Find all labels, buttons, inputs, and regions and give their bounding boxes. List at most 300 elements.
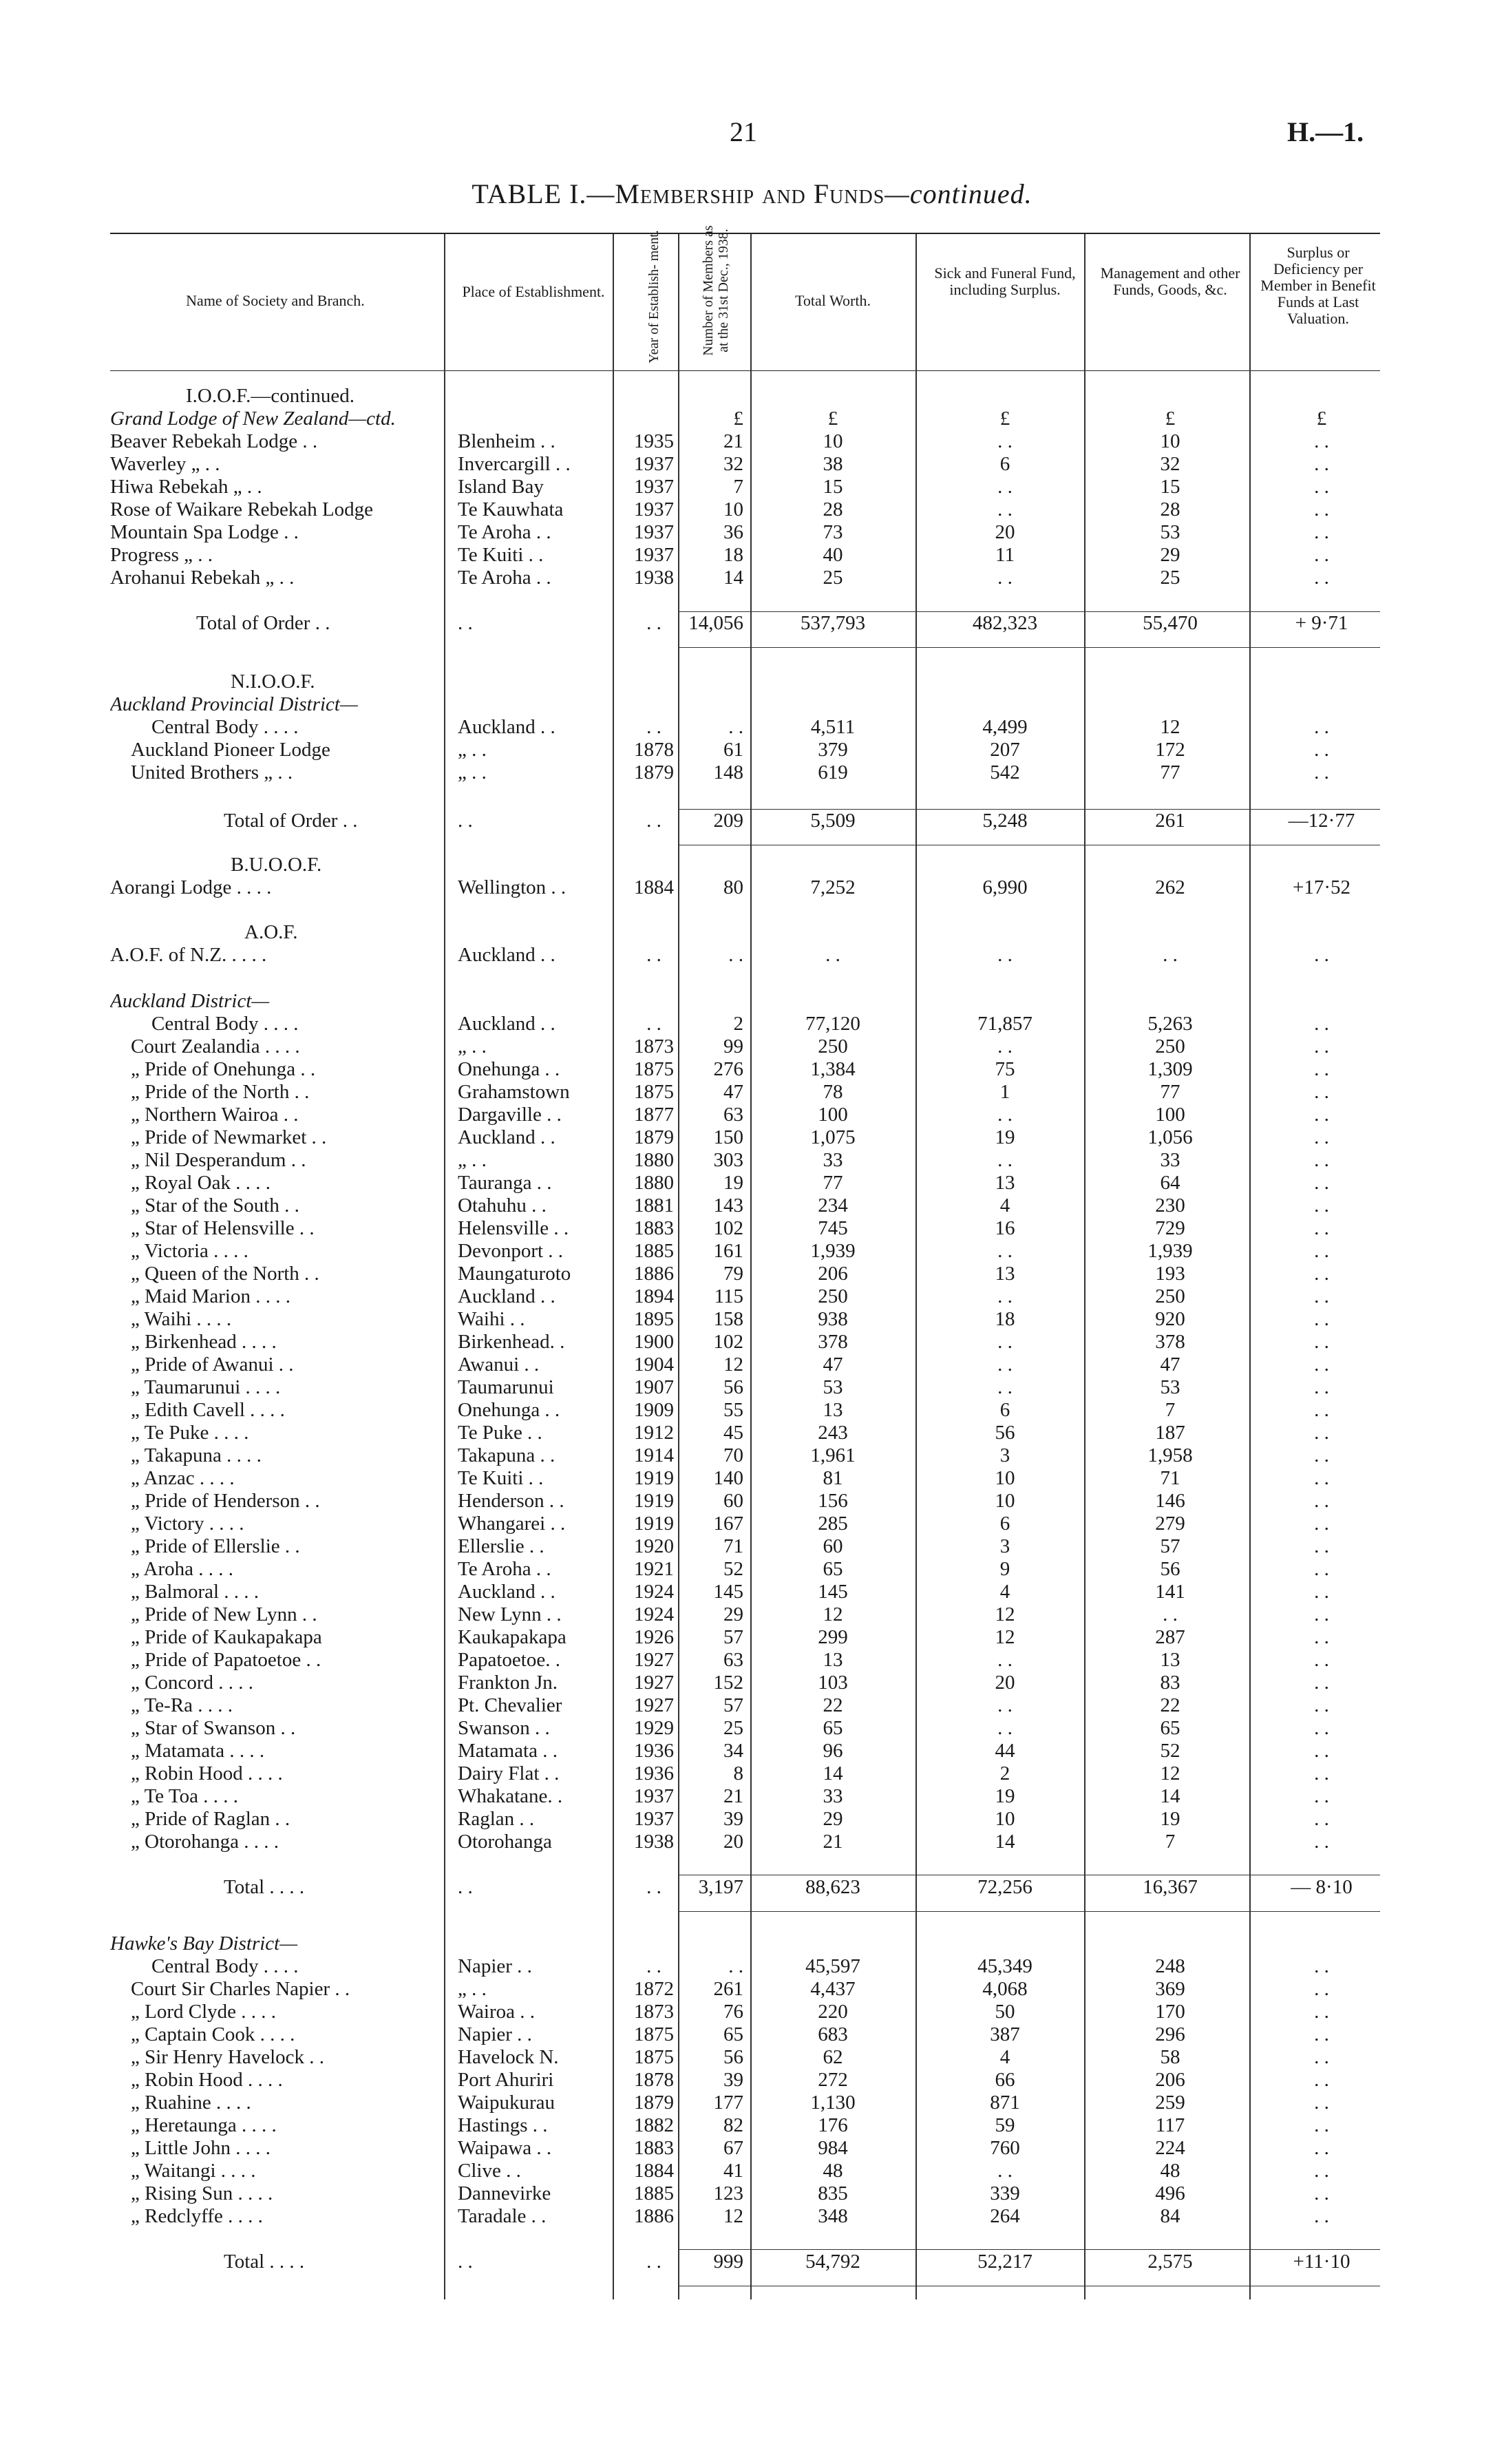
table-row bbox=[0, 921, 1504, 944]
sick-fund-cell: 482,323 bbox=[972, 612, 1038, 634]
total-worth-cell: 145 bbox=[818, 1581, 848, 1603]
place-cell: Auckland . . bbox=[458, 944, 555, 966]
table-row bbox=[0, 1172, 1504, 1194]
total-worth-cell: 745 bbox=[818, 1217, 848, 1239]
management-cell: 53 bbox=[1160, 1376, 1180, 1398]
total-worth-cell: 1,961 bbox=[810, 1444, 856, 1466]
sick-fund-cell: 75 bbox=[995, 1058, 1015, 1080]
surplus-cell: . . bbox=[1314, 2001, 1329, 2023]
year-cell: 1882 bbox=[634, 2114, 674, 2136]
sick-fund-cell: 44 bbox=[995, 1740, 1015, 1762]
total-worth-cell: 835 bbox=[818, 2182, 848, 2204]
management-cell: 1,056 bbox=[1147, 1126, 1193, 1148]
management-cell: 279 bbox=[1155, 1513, 1185, 1535]
surplus-cell: . . bbox=[1314, 1581, 1329, 1603]
branch-name: „ Te Toa . . . . bbox=[131, 1785, 238, 1807]
surplus-cell: . . bbox=[1314, 498, 1329, 520]
sick-fund-cell: 16 bbox=[995, 1217, 1015, 1239]
sick-fund-cell: 387 bbox=[990, 2023, 1020, 2045]
branch-name: Beaver Rebekah Lodge . . bbox=[110, 430, 318, 452]
surplus-cell: . . bbox=[1314, 1467, 1329, 1489]
management-cell: 28 bbox=[1160, 498, 1180, 520]
branch-name: Total . . . . bbox=[224, 1876, 305, 1898]
surplus-cell: . . bbox=[1314, 1376, 1329, 1398]
table-row bbox=[0, 1672, 1504, 1694]
sick-fund-cell: 52,217 bbox=[977, 2251, 1032, 2273]
members-cell: 65 bbox=[723, 2023, 743, 2045]
branch-name: Hiwa Rebekah „ . . bbox=[110, 476, 262, 498]
surplus-cell: . . bbox=[1314, 430, 1329, 452]
header-year: Year of Establish- ment. bbox=[646, 230, 661, 364]
branch-name: „ Star of the South . . bbox=[131, 1194, 299, 1217]
branch-name: „ Pride of Kaukapakapa bbox=[131, 1626, 322, 1648]
table-row bbox=[0, 2160, 1504, 2182]
members-cell: 8 bbox=[733, 1762, 743, 1784]
management-cell: 250 bbox=[1155, 1035, 1185, 1057]
total-worth-cell: £ bbox=[827, 408, 838, 430]
table-row bbox=[0, 1104, 1504, 1126]
year-cell: 1885 bbox=[634, 1240, 674, 1262]
management-cell: 52 bbox=[1160, 1740, 1180, 1762]
management-cell: 14 bbox=[1160, 1785, 1180, 1807]
surplus-cell: . . bbox=[1314, 453, 1329, 475]
branch-name: Auckland Provincial District— bbox=[110, 693, 358, 715]
year-cell: . . bbox=[646, 944, 661, 966]
header-management: Management and other Funds, Goods, &c. bbox=[1100, 264, 1240, 298]
branch-name: „ Waitangi . . . . bbox=[131, 2160, 256, 2182]
total-worth-cell: 250 bbox=[818, 1285, 848, 1307]
total-worth-cell: 103 bbox=[818, 1672, 848, 1694]
branch-name: Court Sir Charles Napier . . bbox=[131, 1978, 350, 2000]
management-cell: 250 bbox=[1155, 1285, 1185, 1307]
surplus-cell: . . bbox=[1314, 1104, 1329, 1126]
surplus-cell: . . bbox=[1314, 1058, 1329, 1080]
management-cell: . . bbox=[1163, 944, 1178, 966]
members-cell: 177 bbox=[713, 2092, 743, 2114]
table-row bbox=[0, 1035, 1504, 1058]
members-cell: 19 bbox=[723, 1172, 743, 1194]
table-row bbox=[0, 2205, 1504, 2228]
year-cell: 1919 bbox=[634, 1467, 674, 1489]
surplus-cell: . . bbox=[1314, 1558, 1329, 1580]
year-cell: 1937 bbox=[634, 453, 674, 475]
management-cell: 64 bbox=[1160, 1172, 1180, 1194]
place-cell: Takapuna . . bbox=[458, 1444, 555, 1466]
management-cell: 287 bbox=[1155, 1626, 1185, 1648]
place-cell: Auckland . . bbox=[458, 1285, 555, 1307]
members-cell: 67 bbox=[723, 2137, 743, 2159]
branch-name: Aorangi Lodge . . . . bbox=[110, 876, 272, 898]
sick-fund-cell: 18 bbox=[995, 1308, 1015, 1330]
table-row bbox=[0, 1422, 1504, 1444]
management-cell: 172 bbox=[1155, 739, 1185, 761]
year-cell: 1872 bbox=[634, 1978, 674, 2000]
year-cell: 1879 bbox=[634, 761, 674, 783]
table-row bbox=[0, 2069, 1504, 2092]
members-cell: 79 bbox=[723, 1263, 743, 1285]
total-worth-cell: 25 bbox=[823, 567, 843, 589]
header-surplus: Surplus or Deficiency per Member in Benefit Funds at Last Valuation. bbox=[1260, 244, 1376, 327]
year-cell: 1880 bbox=[634, 1172, 674, 1194]
place-cell: Waipawa . . bbox=[458, 2137, 552, 2159]
surplus-cell: . . bbox=[1314, 1422, 1329, 1444]
branch-name: I.O.O.F.—continued. bbox=[186, 385, 354, 407]
branch-name: Central Body . . . . bbox=[151, 1955, 299, 1977]
total-worth-cell: 250 bbox=[818, 1035, 848, 1057]
table-row bbox=[0, 739, 1504, 761]
table-row bbox=[0, 1376, 1504, 1399]
table-row bbox=[0, 2114, 1504, 2137]
branch-name: Arohanui Rebekah „ . . bbox=[110, 567, 295, 589]
branch-name: United Brothers „ . . bbox=[131, 761, 293, 783]
place-cell: Wairoa . . bbox=[458, 2001, 536, 2023]
table-row bbox=[0, 1717, 1504, 1740]
surplus-cell: . . bbox=[1314, 1081, 1329, 1103]
management-cell: 146 bbox=[1155, 1490, 1185, 1512]
year-cell: 1937 bbox=[634, 521, 674, 543]
branch-name: „ Robin Hood . . . . bbox=[131, 1762, 283, 1784]
members-cell: 7 bbox=[733, 476, 743, 498]
table-row bbox=[0, 498, 1504, 521]
sick-fund-cell: 6 bbox=[999, 1513, 1010, 1535]
place-cell: Birkenhead. . bbox=[458, 1331, 565, 1353]
surplus-cell: . . bbox=[1314, 567, 1329, 589]
management-cell: 193 bbox=[1155, 1263, 1185, 1285]
surplus-cell: . . bbox=[1314, 521, 1329, 543]
members-cell: 32 bbox=[723, 453, 743, 475]
branch-name: „ Pride of New Lynn . . bbox=[131, 1603, 317, 1625]
year-cell: . . bbox=[646, 716, 661, 738]
surplus-cell: . . bbox=[1314, 2046, 1329, 2068]
surplus-cell: . . bbox=[1314, 1649, 1329, 1671]
branch-name: „ Pride of Raglan . . bbox=[131, 1808, 290, 1830]
management-cell: 170 bbox=[1155, 2001, 1185, 2023]
total-worth-cell: 62 bbox=[823, 2046, 843, 2068]
table-row bbox=[0, 1217, 1504, 1240]
management-cell: 13 bbox=[1160, 1649, 1180, 1671]
management-cell: 22 bbox=[1160, 1694, 1180, 1716]
sick-fund-cell: . . bbox=[997, 430, 1013, 452]
sick-fund-cell: . . bbox=[997, 567, 1013, 589]
members-cell: 143 bbox=[713, 1194, 743, 1217]
members-cell: 102 bbox=[713, 1217, 743, 1239]
table-row bbox=[0, 1831, 1504, 1853]
place-cell: Te Puke . . bbox=[458, 1422, 542, 1444]
table-row bbox=[0, 1785, 1504, 1808]
management-cell: 259 bbox=[1155, 2092, 1185, 2114]
table-row bbox=[0, 761, 1504, 784]
year-cell: 1937 bbox=[634, 1808, 674, 1830]
members-cell: 34 bbox=[723, 1740, 743, 1762]
total-worth-cell: 48 bbox=[823, 2160, 843, 2182]
management-cell: 19 bbox=[1160, 1808, 1180, 1830]
table-row bbox=[0, 1194, 1504, 1217]
sick-fund-cell: £ bbox=[999, 408, 1010, 430]
branch-name: „ Matamata . . . . bbox=[131, 1740, 265, 1762]
branch-name: „ Star of Swanson . . bbox=[131, 1717, 296, 1739]
year-cell: 1921 bbox=[634, 1558, 674, 1580]
year-cell: 1914 bbox=[634, 1444, 674, 1466]
year-cell: 1881 bbox=[634, 1194, 674, 1217]
place-cell: „ . . bbox=[458, 1149, 487, 1171]
branch-name: „ Edith Cavell . . . . bbox=[131, 1399, 285, 1421]
management-cell: 55,470 bbox=[1143, 612, 1198, 634]
members-cell: 14,056 bbox=[688, 612, 743, 634]
surplus-cell: . . bbox=[1314, 1740, 1329, 1762]
surplus-cell: . . bbox=[1314, 1603, 1329, 1625]
sick-fund-cell: 542 bbox=[990, 761, 1020, 783]
surplus-cell: . . bbox=[1314, 1490, 1329, 1512]
members-cell: 140 bbox=[713, 1467, 743, 1489]
management-cell: 57 bbox=[1160, 1535, 1180, 1557]
branch-name: „ Sir Henry Havelock . . bbox=[131, 2046, 325, 2068]
members-cell: 76 bbox=[723, 2001, 743, 2023]
branch-name: Court Zealandia . . . . bbox=[131, 1035, 300, 1057]
total-worth-cell: 65 bbox=[823, 1558, 843, 1580]
year-cell: 1919 bbox=[634, 1513, 674, 1535]
sick-fund-cell: 20 bbox=[995, 521, 1015, 543]
total-worth-cell: 88,623 bbox=[805, 1876, 860, 1898]
total-worth-cell: 12 bbox=[823, 1603, 843, 1625]
surplus-cell: +17·52 bbox=[1292, 876, 1351, 898]
management-cell: 56 bbox=[1160, 1558, 1180, 1580]
total-worth-cell: 96 bbox=[823, 1740, 843, 1762]
table-row bbox=[0, 1240, 1504, 1263]
sick-fund-cell: 4,499 bbox=[982, 716, 1028, 738]
table-row bbox=[0, 476, 1504, 498]
year-cell: 1927 bbox=[634, 1672, 674, 1694]
total-worth-cell: 206 bbox=[818, 1263, 848, 1285]
place-cell: Helensville . . bbox=[458, 1217, 569, 1239]
sick-fund-cell: . . bbox=[997, 1035, 1013, 1057]
table-row bbox=[0, 1626, 1504, 1649]
sick-fund-cell: 10 bbox=[995, 1808, 1015, 1830]
year-cell: 1927 bbox=[634, 1649, 674, 1671]
management-cell: 230 bbox=[1155, 1194, 1185, 1217]
surplus-cell: . . bbox=[1314, 1240, 1329, 1262]
members-cell: 10 bbox=[723, 498, 743, 520]
year-cell: 1886 bbox=[634, 1263, 674, 1285]
year-cell: 1875 bbox=[634, 1058, 674, 1080]
surplus-cell: + 9·71 bbox=[1295, 612, 1348, 634]
management-cell: 53 bbox=[1160, 521, 1180, 543]
place-cell: Auckland . . bbox=[458, 1581, 555, 1603]
sick-fund-cell: 760 bbox=[990, 2137, 1020, 2159]
year-cell: 1937 bbox=[634, 498, 674, 520]
surplus-cell: . . bbox=[1314, 1263, 1329, 1285]
total-worth-cell: 5,509 bbox=[810, 810, 856, 832]
place-cell: Invercargill . . bbox=[458, 453, 571, 475]
place-cell: Grahamstown bbox=[458, 1081, 570, 1103]
sick-fund-cell: 6,990 bbox=[982, 876, 1028, 898]
title-main: TABLE I.— bbox=[472, 178, 615, 209]
management-cell: 7 bbox=[1165, 1831, 1176, 1853]
sick-fund-cell: 11 bbox=[995, 544, 1015, 566]
branch-name: „ Rising Sun . . . . bbox=[131, 2182, 273, 2204]
surplus-cell: — 8·10 bbox=[1291, 1876, 1353, 1898]
year-cell: 1924 bbox=[634, 1603, 674, 1625]
place-cell: Dairy Flat . . bbox=[458, 1762, 560, 1784]
total-worth-cell: 243 bbox=[818, 1422, 848, 1444]
year-cell: 1880 bbox=[634, 1149, 674, 1171]
table-row bbox=[0, 1513, 1504, 1535]
sick-fund-cell: 71,857 bbox=[977, 1013, 1032, 1035]
branch-name: „ Star of Helensville . . bbox=[131, 1217, 315, 1239]
place-cell: Awanui . . bbox=[458, 1354, 540, 1376]
members-cell: 20 bbox=[723, 1831, 743, 1853]
place-cell: . . bbox=[458, 1876, 473, 1898]
year-cell: . . bbox=[646, 810, 661, 832]
branch-name: „ Captain Cook . . . . bbox=[131, 2023, 295, 2045]
sick-fund-cell: . . bbox=[997, 1694, 1013, 1716]
members-cell: 56 bbox=[723, 1376, 743, 1398]
members-cell: 12 bbox=[723, 2205, 743, 2227]
total-worth-cell: 272 bbox=[818, 2069, 848, 2091]
management-cell: 65 bbox=[1160, 1717, 1180, 1739]
total-worth-cell: 60 bbox=[823, 1535, 843, 1557]
total-worth-cell: 683 bbox=[818, 2023, 848, 2045]
surplus-cell: . . bbox=[1314, 761, 1329, 783]
management-cell: 71 bbox=[1160, 1467, 1180, 1489]
place-cell: Dannevirke bbox=[458, 2182, 551, 2204]
management-cell: 7 bbox=[1165, 1399, 1176, 1421]
members-cell: 102 bbox=[713, 1331, 743, 1353]
total-worth-cell: 53 bbox=[823, 1376, 843, 1398]
place-cell: Te Kauwhata bbox=[458, 498, 564, 520]
place-cell: Swanson . . bbox=[458, 1717, 550, 1739]
year-cell: 1886 bbox=[634, 2205, 674, 2227]
title-caps: Membership and Funds bbox=[615, 178, 885, 209]
title-continued: —continued. bbox=[885, 178, 1032, 209]
surplus-cell: . . bbox=[1314, 1331, 1329, 1353]
management-cell: 1,958 bbox=[1147, 1444, 1193, 1466]
branch-name: „ Takapuna . . . . bbox=[131, 1444, 262, 1466]
branch-name: „ Waihi . . . . bbox=[131, 1308, 232, 1330]
sick-fund-cell: . . bbox=[997, 476, 1013, 498]
place-cell: Papatoetoe. . bbox=[458, 1649, 560, 1671]
members-cell: 80 bbox=[723, 876, 743, 898]
management-cell: 83 bbox=[1160, 1672, 1180, 1694]
surplus-cell: . . bbox=[1314, 739, 1329, 761]
sick-fund-cell: 9 bbox=[999, 1558, 1010, 1580]
total-worth-cell: 54,792 bbox=[805, 2251, 860, 2273]
surplus-cell: . . bbox=[1314, 2114, 1329, 2136]
sick-fund-cell: 4,068 bbox=[982, 1978, 1028, 2000]
total-worth-cell: 14 bbox=[823, 1762, 843, 1784]
branch-name: „ Queen of the North . . bbox=[131, 1263, 319, 1285]
year-cell: 1904 bbox=[634, 1354, 674, 1376]
branch-name: Total of Order . . bbox=[224, 810, 358, 832]
management-cell: 32 bbox=[1160, 453, 1180, 475]
header-name: Name of Society and Branch. bbox=[186, 292, 365, 309]
branch-name: A.O.F. bbox=[244, 921, 298, 943]
management-cell: 100 bbox=[1155, 1104, 1185, 1126]
total-worth-cell: 81 bbox=[823, 1467, 843, 1489]
branch-name: „ Balmoral . . . . bbox=[131, 1581, 260, 1603]
total-worth-cell: 40 bbox=[823, 544, 843, 566]
management-cell: 12 bbox=[1160, 1762, 1180, 1784]
branch-name: „ Aroha . . . . bbox=[131, 1558, 233, 1580]
year-cell: 1938 bbox=[634, 567, 674, 589]
management-cell: 15 bbox=[1160, 476, 1180, 498]
year-cell: 1873 bbox=[634, 1035, 674, 1057]
management-cell: 10 bbox=[1160, 430, 1180, 452]
year-cell: 1938 bbox=[634, 1831, 674, 1853]
place-cell: Port Ahuriri bbox=[458, 2069, 554, 2091]
branch-name: Auckland District— bbox=[110, 990, 270, 1012]
members-cell: 25 bbox=[723, 1717, 743, 1739]
year-cell: 1875 bbox=[634, 1081, 674, 1103]
surplus-cell: . . bbox=[1314, 2205, 1329, 2227]
branch-name: „ Redclyffe . . . . bbox=[131, 2205, 263, 2227]
sick-fund-cell: 72,256 bbox=[977, 1876, 1032, 1898]
table-row bbox=[0, 1490, 1504, 1513]
management-cell: 378 bbox=[1155, 1331, 1185, 1353]
surplus-cell: . . bbox=[1314, 476, 1329, 498]
members-cell: 82 bbox=[723, 2114, 743, 2136]
sick-fund-cell: 4 bbox=[999, 1194, 1010, 1217]
table-row bbox=[0, 2092, 1504, 2114]
surplus-cell: . . bbox=[1314, 1035, 1329, 1057]
sick-fund-cell: 2 bbox=[999, 1762, 1010, 1784]
management-cell: 48 bbox=[1160, 2160, 1180, 2182]
surplus-cell: . . bbox=[1314, 2182, 1329, 2204]
table-row bbox=[0, 2182, 1504, 2205]
surplus-cell: . . bbox=[1314, 1013, 1329, 1035]
members-cell: 158 bbox=[713, 1308, 743, 1330]
members-cell: . . bbox=[728, 944, 743, 966]
table-row bbox=[0, 876, 1504, 899]
total-worth-cell: 220 bbox=[818, 2001, 848, 2023]
place-cell: „ . . bbox=[458, 1035, 487, 1057]
total-worth-cell: 10 bbox=[823, 430, 843, 452]
branch-name: „ Taumarunui . . . . bbox=[131, 1376, 281, 1398]
place-cell: Te Aroha . . bbox=[458, 567, 551, 589]
header-members: Number of Members as at the 31st Dec., 1938. bbox=[701, 225, 731, 356]
surplus-cell: . . bbox=[1314, 1285, 1329, 1307]
place-cell: Auckland . . bbox=[458, 1013, 555, 1035]
place-cell: Waipukurau bbox=[458, 2092, 555, 2114]
table-row bbox=[0, 1013, 1504, 1035]
year-cell: 1924 bbox=[634, 1581, 674, 1603]
management-cell: . . bbox=[1163, 1603, 1178, 1625]
table-row bbox=[0, 716, 1504, 739]
table-row bbox=[0, 1535, 1504, 1558]
total-worth-cell: 77,120 bbox=[805, 1013, 860, 1035]
table-row bbox=[0, 1694, 1504, 1717]
table-row bbox=[0, 1308, 1504, 1331]
year-cell: 1937 bbox=[634, 544, 674, 566]
branch-name: „ Anzac . . . . bbox=[131, 1467, 235, 1489]
surplus-cell: . . bbox=[1314, 1399, 1329, 1421]
sick-fund-cell: . . bbox=[997, 1649, 1013, 1671]
year-cell: 1875 bbox=[634, 2046, 674, 2068]
year-cell: . . bbox=[646, 612, 661, 634]
management-cell: 77 bbox=[1160, 1081, 1180, 1103]
year-cell: 1912 bbox=[634, 1422, 674, 1444]
surplus-cell: . . bbox=[1314, 1717, 1329, 1739]
place-cell: Te Kuiti . . bbox=[458, 544, 544, 566]
branch-name: Central Body . . . . bbox=[151, 1013, 299, 1035]
place-cell: Frankton Jn. bbox=[458, 1672, 558, 1694]
sick-fund-cell: . . bbox=[997, 1285, 1013, 1307]
sick-fund-cell: . . bbox=[997, 1104, 1013, 1126]
place-cell: Devonport . . bbox=[458, 1240, 564, 1262]
place-cell: „ . . bbox=[458, 739, 487, 761]
sick-fund-cell: 59 bbox=[995, 2114, 1015, 2136]
year-cell: . . bbox=[646, 1876, 661, 1898]
table-row bbox=[0, 810, 1504, 832]
